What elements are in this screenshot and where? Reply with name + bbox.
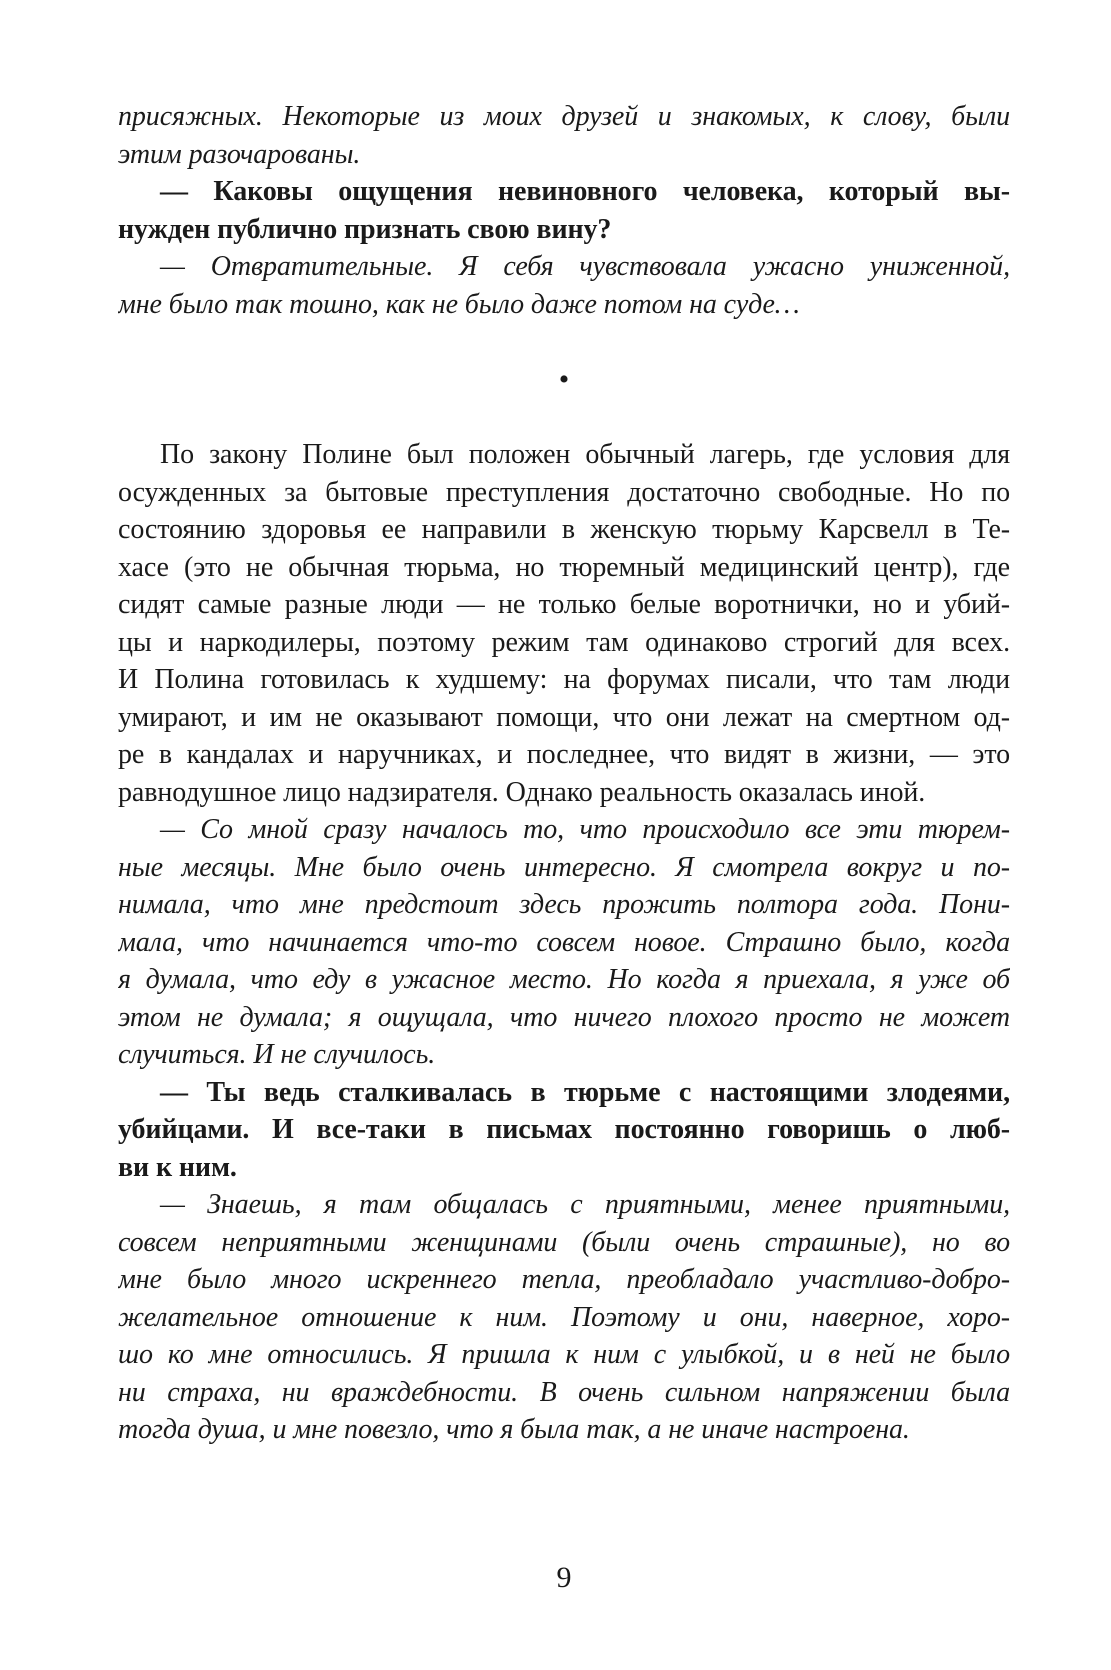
paragraph-3-answer	[118, 248, 1010, 323]
text-line: этом не думала; я ощущала, что ничего плохого просто не может	[118, 1001, 1010, 1033]
paragraph-6-question	[118, 1074, 1010, 1187]
paragraph-5-answer	[118, 811, 1010, 1074]
text-line: сидят самые разные люди — не только белые воротнички, но и убий-	[118, 589, 1010, 620]
text-line: мне было так тошно, как не было даже потом на суде…	[118, 288, 800, 320]
text-line: мала, что начинается что-то совсем новое. Страшно было, когда	[118, 926, 1010, 958]
text-line: ре в кандалах и наручниках, и последнее, что видят в жизни, — это	[118, 739, 1010, 770]
text-line: цы и наркодилеры, поэтому режим там одинаково строгий для всех.	[118, 626, 1010, 658]
text-line: — Отвратительные. Я себя чувствовала ужасно униженной,	[160, 251, 1010, 282]
text-line: этим разочарованы.	[118, 138, 361, 170]
text-line: тогда душа, и мне повезло, что я была так, а не иначе настроена.	[118, 1414, 910, 1445]
text-line: — Каковы ощущения невиновного человека, который вы-	[160, 176, 1010, 207]
text-line: шо ко мне относились. Я пришла к ним с улыбкой, и в ней не было	[118, 1339, 1010, 1370]
paragraph-1	[118, 98, 1010, 173]
text-line: убийцами. И все-таки в письмах постоянно говоришь о люб-	[118, 1114, 1010, 1145]
text-line: — Со мной сразу началось то, что происходило все эти тюрем-	[160, 814, 1010, 845]
paragraph-2-question	[118, 173, 1010, 248]
text-line: равнодушное лицо надзирателя. Однако реальность оказалась иной.	[118, 776, 926, 808]
text-line: совсем неприятными женщинами (были очень страшные), но во	[118, 1226, 1010, 1258]
text-line: мне было много искреннего тепла, преобладало участливо-добро-	[118, 1264, 1010, 1295]
text-line: По закону Полине был положен обычный лагерь, где условия для	[160, 439, 1010, 470]
page-number: 9	[556, 1560, 572, 1594]
text-block	[118, 98, 1010, 1449]
text-line: — Ты ведь сталкивалась в тюрьме с настоящими злодеями,	[160, 1076, 1010, 1108]
text-line: — Знаешь, я там общалась с приятными, менее приятными,	[160, 1189, 1010, 1220]
paragraph-4-narrative	[118, 436, 1010, 811]
text-line: ные месяцы. Мне было очень интересно. Я смотрела вокруг и по-	[118, 851, 1010, 883]
text-line: присяжных. Некоторые из моих друзей и знакомых, к слову, были	[118, 101, 1010, 132]
text-line: И Полина готовилась к худшему: на форумах писали, что там люди	[118, 664, 1010, 695]
text-line: желательное отношение к ним. Поэтому и они, наверное, хоро-	[118, 1301, 1010, 1333]
bullet-icon: •	[558, 362, 570, 396]
section-separator	[118, 323, 1010, 436]
text-line: умирают, и им не оказывают помощи, что они лежат на смертном од-	[118, 701, 1010, 733]
text-line: нужден публично признать свою вину?	[118, 213, 612, 245]
text-line: осужденных за бытовые преступления достаточно свободные. Но по	[118, 476, 1010, 508]
paragraph-7-answer	[118, 1186, 1010, 1449]
text-line: нимала, что мне предстоит здесь прожить полтора года. Пони-	[118, 889, 1010, 920]
text-line: ни страха, ни враждебности. В очень сильном напряжении была	[118, 1376, 1010, 1408]
text-line: случиться. И не случилось.	[118, 1039, 436, 1070]
text-line: хасе (это не обычная тюрьма, но тюремный медицинский центр), где	[118, 551, 1010, 583]
text-line: я думала, что еду в ужасное место. Но когда я приехала, я уже об	[118, 964, 1010, 995]
text-line: состоянию здоровья ее направили в женскую тюрьму Карсвелл в Те-	[118, 514, 1010, 545]
text-line: ви к ним.	[118, 1151, 237, 1183]
